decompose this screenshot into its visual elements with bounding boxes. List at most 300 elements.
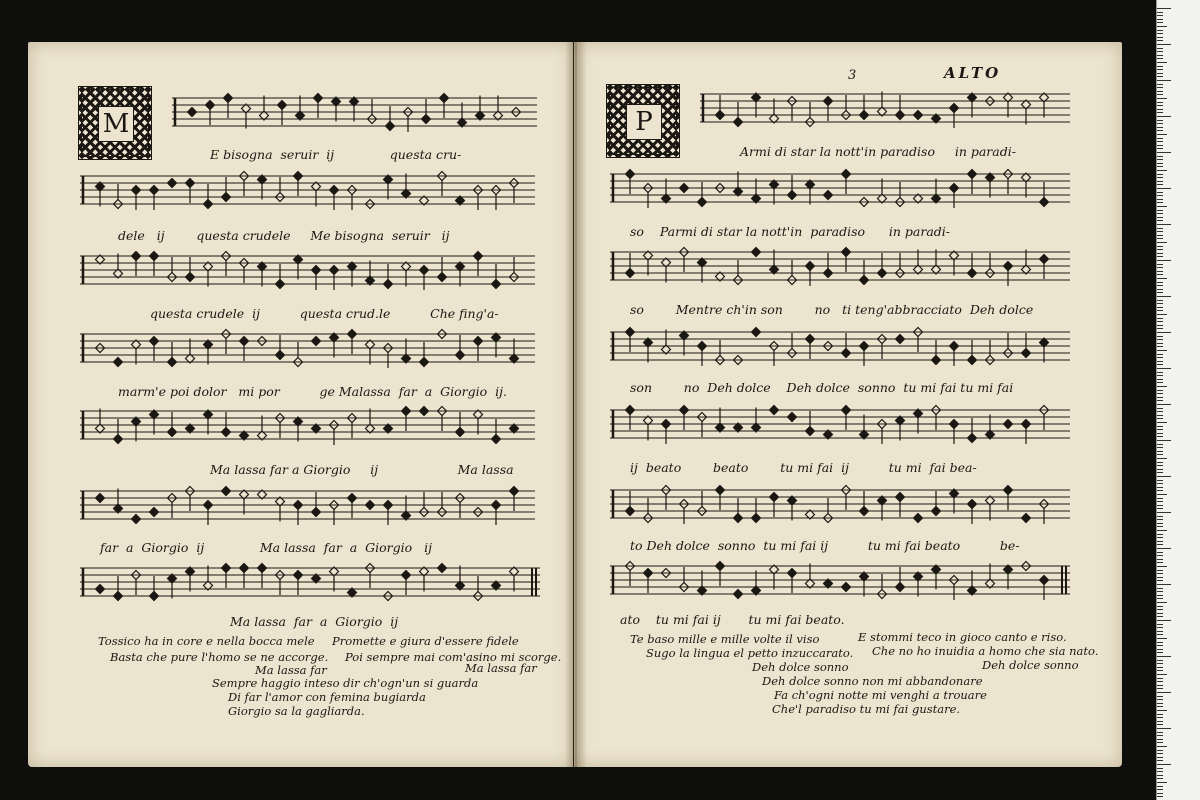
ruler-tick — [1157, 267, 1163, 268]
ruler-tick — [1157, 530, 1167, 531]
note-head — [222, 193, 231, 202]
note-head — [384, 280, 393, 289]
ruler-tick — [1157, 397, 1163, 398]
note-head — [276, 280, 285, 289]
ruler-tick — [1157, 141, 1163, 142]
staff-left-7 — [80, 562, 540, 606]
ruler-tick — [1157, 199, 1163, 200]
note-head — [240, 564, 249, 573]
ruler-tick — [1157, 192, 1163, 193]
lyric-right-3: so Mentre ch'in son no ti teng'abbracciato Deh dolce — [630, 302, 1034, 317]
note-head — [420, 358, 429, 367]
ruler-tick — [1157, 382, 1163, 383]
note-head — [968, 269, 977, 278]
note-head — [96, 585, 105, 594]
staff-left-6 — [80, 485, 535, 529]
note-head — [896, 583, 905, 592]
note-head — [474, 252, 483, 261]
note-head — [680, 184, 689, 193]
note-head — [626, 328, 635, 337]
lyric-right-2: so Parmi di star la nott'in paradiso in paradi- — [630, 224, 951, 239]
verse-left-b1: Promette e giura d'essere fidele — [332, 634, 519, 648]
ruler-tick — [1157, 703, 1163, 704]
note-head — [770, 406, 779, 415]
note-head — [1004, 420, 1013, 429]
note-head — [510, 487, 519, 496]
ruler-tick — [1157, 724, 1163, 725]
ruler-tick — [1157, 706, 1163, 707]
ruler-tick — [1157, 231, 1163, 232]
ruler-tick — [1157, 120, 1163, 121]
refrain-left-a: Ma lassa far — [255, 663, 327, 677]
note-head — [878, 269, 887, 278]
ruler-tick — [1157, 534, 1163, 535]
ruler-tick — [1157, 494, 1167, 495]
ruler-tick — [1157, 462, 1163, 463]
ruler-tick — [1157, 580, 1163, 581]
note-head — [1040, 576, 1049, 585]
note-head — [680, 406, 689, 415]
note-head — [788, 191, 797, 200]
ruler-tick — [1157, 393, 1163, 394]
note-head — [1022, 420, 1031, 429]
note-head — [734, 118, 743, 127]
note-head — [950, 184, 959, 193]
note-head — [788, 569, 797, 578]
ruler-tick — [1157, 526, 1163, 527]
note-head — [474, 337, 483, 346]
note-head — [824, 191, 833, 200]
verse-left-b2: Poi sempre mai com'asino mi scorge. — [345, 650, 562, 664]
note-head — [312, 508, 321, 517]
ruler-tick — [1157, 796, 1163, 797]
ruler-tick — [1157, 660, 1163, 661]
refrain-right-a: Deh dolce sonno — [752, 660, 849, 674]
note-head — [860, 342, 869, 351]
note-head — [1022, 514, 1031, 523]
ruler-tick — [1157, 134, 1167, 135]
ruler-tick — [1157, 274, 1163, 275]
ruler-tick — [1157, 217, 1163, 218]
note-head — [224, 94, 233, 103]
ruler-tick — [1157, 224, 1171, 225]
note-head — [896, 335, 905, 344]
ruler-tick — [1157, 22, 1163, 23]
ruler-tick — [1157, 562, 1163, 563]
ruler-tick — [1157, 436, 1163, 437]
ruler-tick — [1157, 51, 1163, 52]
note-head — [950, 420, 959, 429]
ruler-tick — [1157, 411, 1163, 412]
staff-left-1 — [172, 92, 537, 136]
staff-left-4 — [80, 328, 535, 372]
note-head — [222, 564, 231, 573]
ruler-tick — [1157, 667, 1163, 668]
ruler-tick — [1157, 606, 1163, 607]
ruler-tick — [1157, 735, 1163, 736]
ruler-tick — [1157, 764, 1171, 765]
note-head — [240, 337, 249, 346]
ruler-tick — [1157, 343, 1163, 344]
ruler-tick — [1157, 789, 1163, 790]
ruler-tick — [1157, 753, 1163, 754]
staff-right-6 — [610, 484, 1070, 528]
verse-left-a2: Basta che pure l'homo se ne accorge. — [110, 650, 329, 664]
voice-label: ALTO — [944, 64, 1002, 82]
note-head — [456, 351, 465, 360]
ruler-tick — [1157, 73, 1163, 74]
note-head — [186, 273, 195, 282]
note-head — [278, 101, 287, 110]
ruler-tick — [1157, 87, 1163, 88]
note-head — [348, 494, 357, 503]
ruler-tick — [1157, 483, 1163, 484]
ruler-tick — [1157, 80, 1171, 81]
ruler-tick — [1157, 634, 1163, 635]
ruler-tick — [1157, 573, 1163, 574]
verse-right-b1: E stommi teco in gioco canto e riso. — [858, 630, 1067, 644]
ruler-tick — [1157, 609, 1163, 610]
ruler-tick — [1157, 649, 1163, 650]
note-head — [420, 407, 429, 416]
note-head — [806, 427, 815, 436]
ruler-tick — [1157, 354, 1163, 355]
note-head — [150, 592, 159, 601]
ruler-tick — [1157, 145, 1163, 146]
ruler-tick — [1157, 663, 1163, 664]
ruler-tick — [1157, 548, 1171, 549]
ruler-tick — [1157, 12, 1163, 13]
ruler-tick — [1157, 696, 1163, 697]
refrain-right-b: Deh dolce sonno — [982, 658, 1079, 672]
note-head — [716, 111, 725, 120]
note-head — [150, 337, 159, 346]
verse-right-c1: Deh dolce sonno non mi abbandonare — [762, 674, 983, 688]
ruler-tick — [1157, 206, 1167, 207]
ruler-tick — [1157, 116, 1171, 117]
ruler-tick — [1157, 577, 1163, 578]
ruler-tick — [1157, 37, 1163, 38]
note-head — [896, 111, 905, 120]
note-head — [206, 101, 215, 110]
staff-right-2 — [610, 168, 1070, 212]
lyric-left-4: marm'e poi dolor mi por ge Malassa far a Giorgio ij. — [118, 384, 507, 399]
initial-letter: P — [626, 104, 662, 140]
verse-right-a1: Te baso mille e mille volte il viso — [630, 632, 820, 646]
ruler-tick — [1157, 742, 1163, 743]
ruler-tick — [1157, 15, 1163, 16]
ruler-tick — [1157, 480, 1163, 481]
ruler-tick — [1157, 537, 1163, 538]
note-head — [222, 428, 231, 437]
ruler-tick — [1157, 519, 1163, 520]
ruler-tick — [1157, 588, 1163, 589]
ruler-tick — [1157, 170, 1167, 171]
ruler-tick — [1157, 782, 1167, 783]
ruler-tick — [1157, 264, 1163, 265]
ruler-tick — [1157, 760, 1163, 761]
note-head — [294, 501, 303, 510]
note-head — [294, 172, 303, 181]
ruler-tick — [1157, 285, 1163, 286]
lyric-left-7: Ma lassa far a Giorgio ij — [230, 614, 399, 629]
ruler-tick — [1157, 616, 1163, 617]
note-head — [644, 569, 653, 578]
ruler-tick — [1157, 386, 1167, 387]
note-head — [932, 356, 941, 365]
note-head — [150, 508, 159, 517]
staff-left-5 — [80, 405, 535, 449]
ruler-tick — [1157, 429, 1163, 430]
ruler-tick — [1157, 300, 1163, 301]
ruler-tick — [1157, 138, 1163, 139]
note-head — [132, 252, 141, 261]
ruler-tick — [1157, 368, 1171, 369]
note-head — [222, 487, 231, 496]
ruler-tick — [1157, 184, 1163, 185]
note-head — [492, 435, 501, 444]
note-head — [420, 266, 429, 275]
note-head — [788, 413, 797, 422]
ruler-tick — [1157, 681, 1163, 682]
ruler-tick — [1157, 346, 1163, 347]
ruler-tick — [1157, 415, 1163, 416]
ruler-tick — [1157, 202, 1163, 203]
note-head — [440, 94, 449, 103]
ruler-tick — [1157, 408, 1163, 409]
ruler-tick — [1157, 84, 1163, 85]
ruler-tick — [1157, 357, 1163, 358]
ruler-tick — [1157, 181, 1163, 182]
ruler-tick — [1157, 379, 1163, 380]
lyric-right-6: to Deh dolce sonno tu mi fai ij tu mi fai beato be- — [630, 538, 1020, 553]
ruler-tick — [1157, 210, 1163, 211]
ruler-tick — [1157, 472, 1163, 473]
note-head — [1004, 486, 1013, 495]
ruler-tick — [1157, 746, 1167, 747]
note-head — [950, 342, 959, 351]
note-head — [950, 104, 959, 113]
note-head — [168, 428, 177, 437]
ruler-tick — [1157, 508, 1163, 509]
note-head — [626, 507, 635, 516]
lyric-right-7: ato tu mi fai ij tu mi fai beato. — [620, 612, 845, 627]
note-head — [968, 434, 977, 443]
note-head — [330, 266, 339, 275]
note-head — [662, 420, 671, 429]
staff-left-2 — [80, 170, 535, 214]
note-head — [456, 428, 465, 437]
ruler-tick — [1157, 739, 1163, 740]
note-head — [1022, 349, 1031, 358]
ruler-tick — [1157, 69, 1163, 70]
ruler-tick — [1157, 552, 1163, 553]
ruler-tick — [1157, 692, 1171, 693]
staff-right-4 — [610, 326, 1070, 370]
ruler-tick — [1157, 418, 1163, 419]
note-head — [932, 507, 941, 516]
staff-right-5 — [610, 404, 1070, 448]
ruler-tick — [1157, 282, 1163, 283]
ruler-tick — [1157, 156, 1163, 157]
note-head — [150, 252, 159, 261]
ruler-tick — [1157, 332, 1171, 333]
note-head — [348, 330, 357, 339]
ruler-tick — [1157, 642, 1163, 643]
note-head — [312, 266, 321, 275]
verse-right-c3: Che'l paradiso tu mi fai gustare. — [772, 702, 961, 716]
note-head — [860, 111, 869, 120]
note-head — [438, 564, 447, 573]
note-head — [734, 514, 743, 523]
note-head — [492, 280, 501, 289]
ruler-tick — [1157, 246, 1163, 247]
ruler-tick — [1157, 228, 1163, 229]
note-head — [132, 186, 141, 195]
ruler-tick — [1157, 260, 1171, 261]
note-head — [366, 501, 375, 510]
note-head — [258, 564, 267, 573]
verse-left-c3: Giorgio sa la gagliarda. — [228, 704, 365, 718]
ruler-tick — [1157, 771, 1163, 772]
ruler-tick — [1157, 566, 1167, 567]
ruler-tick — [1157, 757, 1163, 758]
ruler-tick — [1157, 19, 1163, 20]
note-head — [896, 493, 905, 502]
ruler-tick — [1157, 62, 1167, 63]
ruler-tick — [1157, 469, 1163, 470]
ruler-tick — [1157, 235, 1163, 236]
verse-right-b2: Che no ho inuidia a homo che sia nato. — [872, 644, 1099, 658]
ruler-tick — [1157, 591, 1163, 592]
note-head — [132, 515, 141, 524]
note-head — [386, 122, 395, 131]
ruler-tick — [1157, 721, 1163, 722]
ruler-tick — [1157, 404, 1171, 405]
note-head — [842, 583, 851, 592]
ruler-tick — [1157, 595, 1163, 596]
ruler-tick — [1157, 91, 1163, 92]
note-head — [824, 97, 833, 106]
note-head — [914, 111, 923, 120]
ruler-tick — [1157, 55, 1163, 56]
note-head — [186, 179, 195, 188]
note-head — [188, 108, 197, 117]
ruler-tick — [1157, 465, 1163, 466]
ruler-tick — [1157, 112, 1163, 113]
ruler-tick — [1157, 512, 1171, 513]
ruler-tick — [1157, 339, 1163, 340]
ruler-tick — [1157, 213, 1163, 214]
ruler-tick — [1157, 440, 1171, 441]
staff-right-7 — [610, 560, 1070, 604]
note-head — [968, 500, 977, 509]
note-head — [968, 356, 977, 365]
ruler-tick — [1157, 501, 1163, 502]
ruler-tick — [1157, 166, 1163, 167]
note-head — [842, 406, 851, 415]
ruler-tick — [1157, 400, 1163, 401]
ruler-tick — [1157, 364, 1163, 365]
note-head — [1004, 262, 1013, 271]
lyric-right-5: ij beato beato tu mi fai ij tu mi fai bea- — [630, 460, 977, 475]
ruler-tick — [1157, 98, 1167, 99]
ruler-tick — [1157, 433, 1163, 434]
staff-left-3 — [80, 250, 535, 294]
ruler-tick — [1157, 249, 1163, 250]
lyric-right-1: Armi di star la nott'in paradiso in paradi- — [740, 144, 1016, 159]
ruler-tick — [1157, 447, 1163, 448]
note-head — [698, 198, 707, 207]
ruler-tick — [1157, 670, 1163, 671]
note-head — [842, 170, 851, 179]
ruler-tick — [1157, 793, 1163, 794]
note-head — [204, 200, 213, 209]
note-head — [698, 342, 707, 351]
ruler-tick — [1157, 30, 1163, 31]
note-head — [770, 493, 779, 502]
ruler-tick — [1157, 652, 1163, 653]
ruler-tick — [1157, 33, 1163, 34]
note-head — [492, 501, 501, 510]
ruler-tick — [1157, 613, 1163, 614]
ruler-tick — [1157, 44, 1171, 45]
ruler-tick — [1157, 570, 1163, 571]
ruler-tick — [1157, 174, 1163, 175]
book-gutter — [565, 42, 587, 767]
verse-left-a1: Tossico ha in core e nella bocca mele — [98, 634, 315, 648]
note-head — [276, 351, 285, 360]
ruler-tick — [1157, 732, 1163, 733]
note-head — [438, 273, 447, 282]
note-head — [1040, 198, 1049, 207]
note-head — [150, 186, 159, 195]
measuring-ruler — [1156, 0, 1200, 800]
note-head — [294, 571, 303, 580]
decorated-initial-m — [78, 86, 152, 160]
note-head — [842, 349, 851, 358]
ruler-tick — [1157, 375, 1163, 376]
ruler-tick — [1157, 584, 1171, 585]
ruler-tick — [1157, 523, 1163, 524]
ruler-tick — [1157, 627, 1163, 628]
note-head — [168, 179, 177, 188]
ruler-tick — [1157, 350, 1167, 351]
ruler-tick — [1157, 458, 1167, 459]
note-head — [330, 186, 339, 195]
ruler-tick — [1157, 678, 1163, 679]
ruler-tick — [1157, 505, 1163, 506]
note-head — [752, 514, 761, 523]
lyric-left-3: questa crudele ij questa crud.le Che fing'a- — [150, 306, 499, 321]
ruler-tick — [1157, 624, 1163, 625]
lyric-left-5: Ma lassa far a Giorgio ij Ma lassa — [210, 462, 514, 477]
ruler-tick — [1157, 490, 1163, 491]
note-head — [860, 276, 869, 285]
note-head — [402, 571, 411, 580]
ruler-tick — [1157, 127, 1163, 128]
ruler-tick — [1157, 40, 1163, 41]
note-head — [114, 435, 123, 444]
ruler-tick — [1157, 372, 1163, 373]
ruler-tick — [1157, 786, 1163, 787]
note-head — [96, 494, 105, 503]
ruler-tick — [1157, 321, 1163, 322]
ruler-tick — [1157, 717, 1163, 718]
ruler-tick — [1157, 271, 1163, 272]
note-head — [626, 406, 635, 415]
ruler-tick — [1157, 105, 1163, 106]
